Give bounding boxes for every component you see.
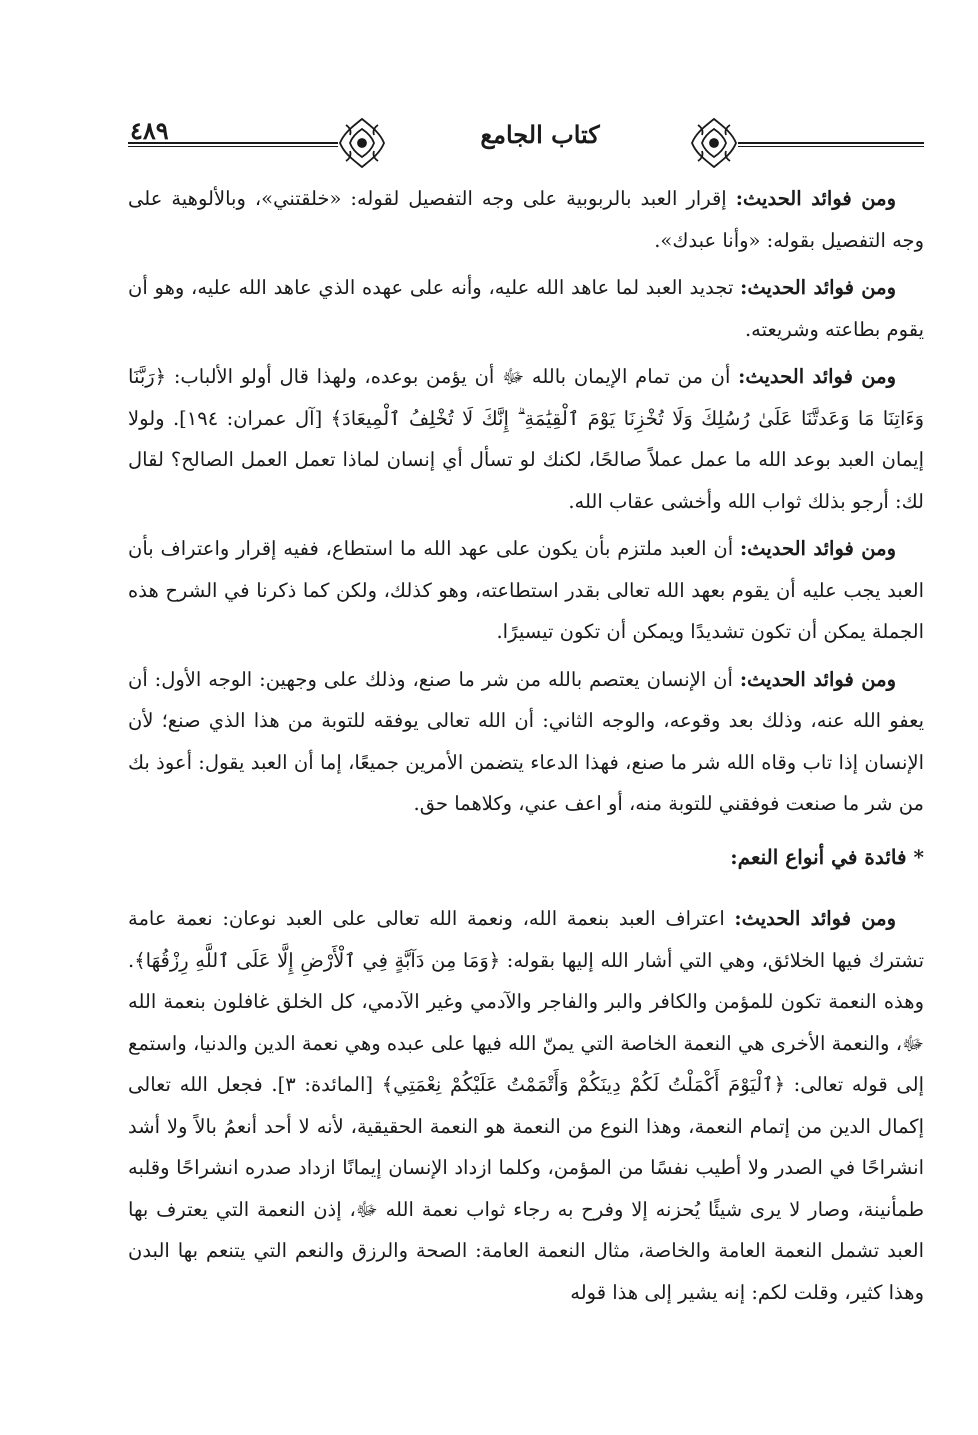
paragraph-text: أن الإنسان يعتصم بالله من شر ما صنع، وذلك على وجهين: الوجه الأول: أن يعفو الله عنه، وذلك بعد وقوعه، والوجه الثاني: أن الله تعالى يوفقه للتوبة من هذا الذي صنع؛ لأن الإنسان إذا تاب وقاه الله شر ما صنع، فهذا الدعاء يتضمن الأمرين جميعًا، إما أن العبد يقول: أعوذ بك من شر ما صنعت فوفقني للتوبة منه، أو اعف عني، وكلاهما حق. — [128, 667, 924, 815]
paragraph-text: أن العبد ملتزم بأن يكون على عهد الله ما استطاع، ففيه إقرار واعتراف بأن العبد يجب عليه أن يقوم بعهد الله تعالى بقدر استطاعته، وهو كذلك، ولكن كما ذكرنا في الشرح هذه الجملة يمكن أن تكون تشديدًا ويمكن أن تكون تيسيرًا. — [128, 537, 924, 643]
paragraph-lead: ومن فوائد الحديث: — [740, 276, 896, 299]
ornament-left-icon — [336, 115, 388, 171]
paragraph-text: تجديد العبد لما عاهد الله عليه، وأنه على عهده الذي عاهد الله عليه، وهو أن يقوم بطاعته وشريعته. — [128, 276, 924, 341]
header-rule-right — [738, 142, 924, 147]
paragraph-lead: ومن فوائد الحديث: — [739, 537, 896, 560]
page-number: ٤٨٩ — [130, 116, 169, 145]
paragraph — [128, 178, 924, 261]
paragraph — [128, 528, 924, 653]
paragraph-lead: ومن فوائد الحديث: — [734, 907, 897, 930]
section-heading: * فائدة في أنواع النعم: — [730, 844, 924, 869]
header-rule-left — [128, 142, 338, 147]
book-title: كتاب الجامع — [390, 120, 690, 149]
paragraph — [128, 356, 924, 522]
paragraph-text: إقرار العبد بالربوبية على وجه التفصيل لقوله: «خلقتني»، وبالألوهية على وجه التفصيل بقوله: «وأنا عبدك». — [128, 187, 924, 252]
paragraph-lead: ومن فوائد الحديث: — [735, 187, 897, 210]
paragraph-lead: ومن فوائد الحديث: — [739, 667, 896, 691]
paragraph — [128, 898, 924, 1313]
paragraph-text: أن من تمام الإيمان بالله ﷻ أن يؤمن بوعده، ولهذا قال أولو الألباب: ﴿رَبَّنَا وَءَاتِنَا مَا وَعَدتَّنَا عَلَىٰ رُسُلِكَ وَلَا تُخْزِنَا يَوْمَ ٱلْقِيَٰمَةِ ۗ إِنَّكَ لَا تُخْلِفُ ٱلْمِيعَادَ﴾ [آل عمران: ١٩٤]. ولولا إيمان العبد بوعد الله ما عمل عملاً صالحًا، لكنك لو تسأل أي إنسان لماذا تعمل العمل الصالح؟ لقال لك: أرجو بذلك ثواب الله وأخشى عقاب الله. — [128, 365, 924, 513]
page-header — [128, 110, 924, 180]
paragraph — [128, 267, 924, 350]
ornament-right-icon — [688, 115, 740, 171]
paragraph-text: اعتراف العبد بنعمة الله، ونعمة الله تعالى على العبد نوعان: نعمة عامة تشترك فيها الخلائق، وهي التي أشار الله إليها بقوله: ﴿وَمَا مِن دَآبَّةٍ فِي ٱلْأَرْضِ إِلَّا عَلَى ٱللَّهِ رِزْقُهَا﴾. وهذه النعمة تكون للمؤمن والكافر والبر والفاجر والآدمي وغير الآدمي، كل الخلق غافلون بنعمة الله ﷻ، والنعمة الأخرى هي النعمة الخاصة التي يمنّ الله فيها على عبده وهي نعمة الدين والدنيا، واستمع إلى قوله تعالى: ﴿ٱلْيَوْمَ أَكْمَلْتُ لَكُمْ دِينَكُمْ وَأَتْمَمْتُ عَلَيْكُمْ نِعْمَتِي﴾ [المائدة: ٣]. فجعل الله تعالى إكمال الدين من إتمام النعمة، وهذا النوع من النعمة هو النعمة الحقيقية، لأنه لا أحد أنعمُ بالاً ولا أشد انشراحًا في الصدر ولا أطيب نفسًا من المؤمن، وكلما ازداد الإنسان إيمانًا ازداد صدره انشراحًا وقلبه طمأنينة، وصار لا يرى شيئًا يُحزنه إلا وفرح به رجاء ثواب نعمة الله ﷻ، إذن النعمة التي يعترف بها العبد تشمل النعمة العامة والخاصة، مثال النعمة العامة: الصحة والرزق والنعم التي يتنعم بها البدن وهذا كثير، وقلت لكم: إنه يشير إلى هذا قوله — [128, 907, 924, 1304]
paragraph — [128, 659, 924, 825]
paragraph-lead: ومن فوائد الحديث: — [738, 365, 896, 388]
page-body — [128, 178, 924, 1319]
